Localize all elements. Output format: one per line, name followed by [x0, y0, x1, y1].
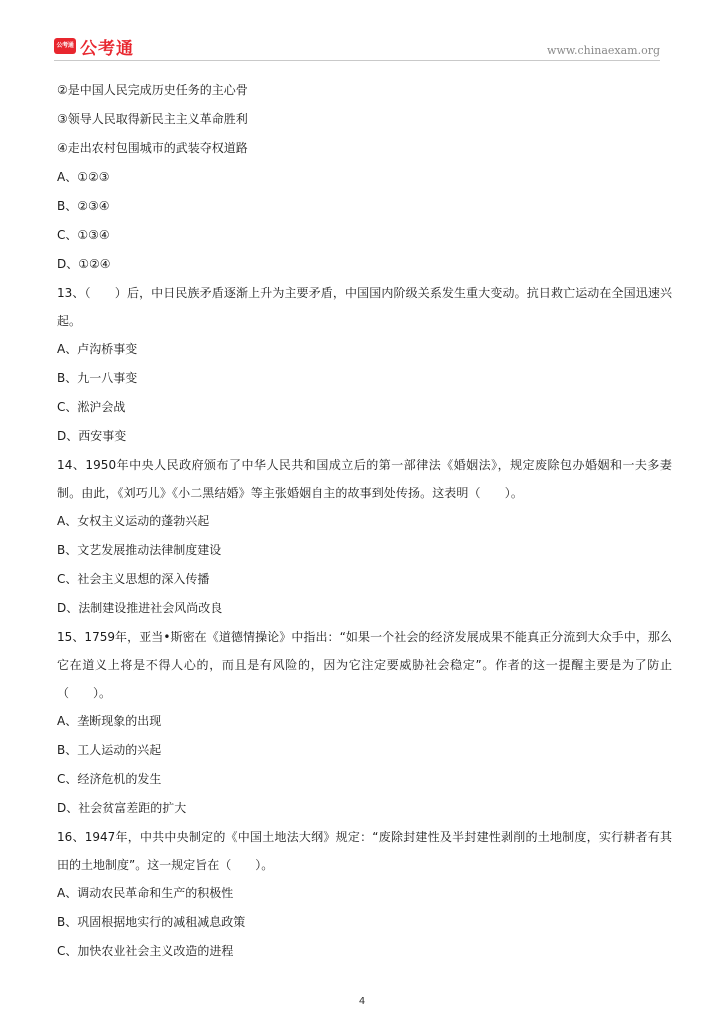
answer-option: A、①②③ — [57, 170, 110, 184]
question-stem-16: 16、1947年，中共中央制定的《中国土地法大纲》规定：“废除封建性及半封建性剥削的土地制度，实行耕者有其田的土地制度”。这一规定旨在（ ）。 — [57, 830, 672, 872]
answer-option: D、西安事变 — [57, 429, 127, 443]
page-header — [0, 0, 724, 64]
statement-item: ③领导人民取得新民主主义革命胜利 — [57, 112, 248, 126]
answer-option: C、①③④ — [57, 228, 110, 242]
logo-text: 公考通 — [80, 38, 134, 59]
answer-option: A、女权主义运动的蓬勃兴起 — [57, 514, 210, 528]
question-stem-14: 14、1950年中央人民政府颁布了中华人民共和国成立后的第一部律法《婚姻法》，规定废除包办婚姻和一夫多妻制。由此，《刘巧儿》《小二黑结婚》等主张婚姻自主的故事到处传扬。这表明（ ）。 — [57, 458, 672, 500]
answer-option: C、经济危机的发生 — [57, 772, 162, 786]
answer-option: C、加快农业社会主义改造的进程 — [57, 944, 234, 958]
site-url: www.chinaexam.org — [547, 44, 660, 57]
answer-option: B、文艺发展推动法律制度建设 — [57, 543, 222, 557]
answer-option: A、卢沟桥事变 — [57, 342, 138, 356]
answer-option: C、社会主义思想的深入传播 — [57, 572, 210, 586]
question-stem-15: 15、1759年，亚当•斯密在《道德情操论》中指出：“如果一个社会的经济发展成果不能真正分流到大众手中，那么它在道义上将是不得人心的，而且是有风险的，因为它注定要威胁社会稳定”。作者的这一提醒主要是为了防止（ ）。 — [57, 630, 672, 700]
answer-option: A、垄断现象的出现 — [57, 714, 162, 728]
document-body — [57, 76, 672, 966]
page-number: 4 — [358, 996, 366, 1007]
answer-option: C、淞沪会战 — [57, 400, 126, 414]
brand-logo[interactable] — [54, 35, 134, 57]
answer-option: D、法制建设推进社会风尚改良 — [57, 601, 223, 615]
answer-option: D、社会贫富差距的扩大 — [57, 801, 187, 815]
question-stem-13: 13、（ ）后，中日民族矛盾逐渐上升为主要矛盾，中国国内阶级关系发生重大变动。抗日救亡运动在全国迅速兴起。 — [57, 286, 672, 328]
answer-option: B、②③④ — [57, 199, 110, 213]
header-divider — [54, 60, 660, 61]
statement-item: ②是中国人民完成历史任务的主心骨 — [57, 83, 248, 97]
answer-option: D、①②④ — [57, 257, 111, 271]
logo-badge: 公考通 — [54, 38, 76, 54]
answer-option: B、巩固根据地实行的减租减息政策 — [57, 915, 246, 929]
answer-option: B、九一八事变 — [57, 371, 138, 385]
statement-item: ④走出农村包围城市的武装夺权道路 — [57, 141, 248, 155]
answer-option: A、调动农民革命和生产的积极性 — [57, 886, 234, 900]
answer-option: B、工人运动的兴起 — [57, 743, 162, 757]
